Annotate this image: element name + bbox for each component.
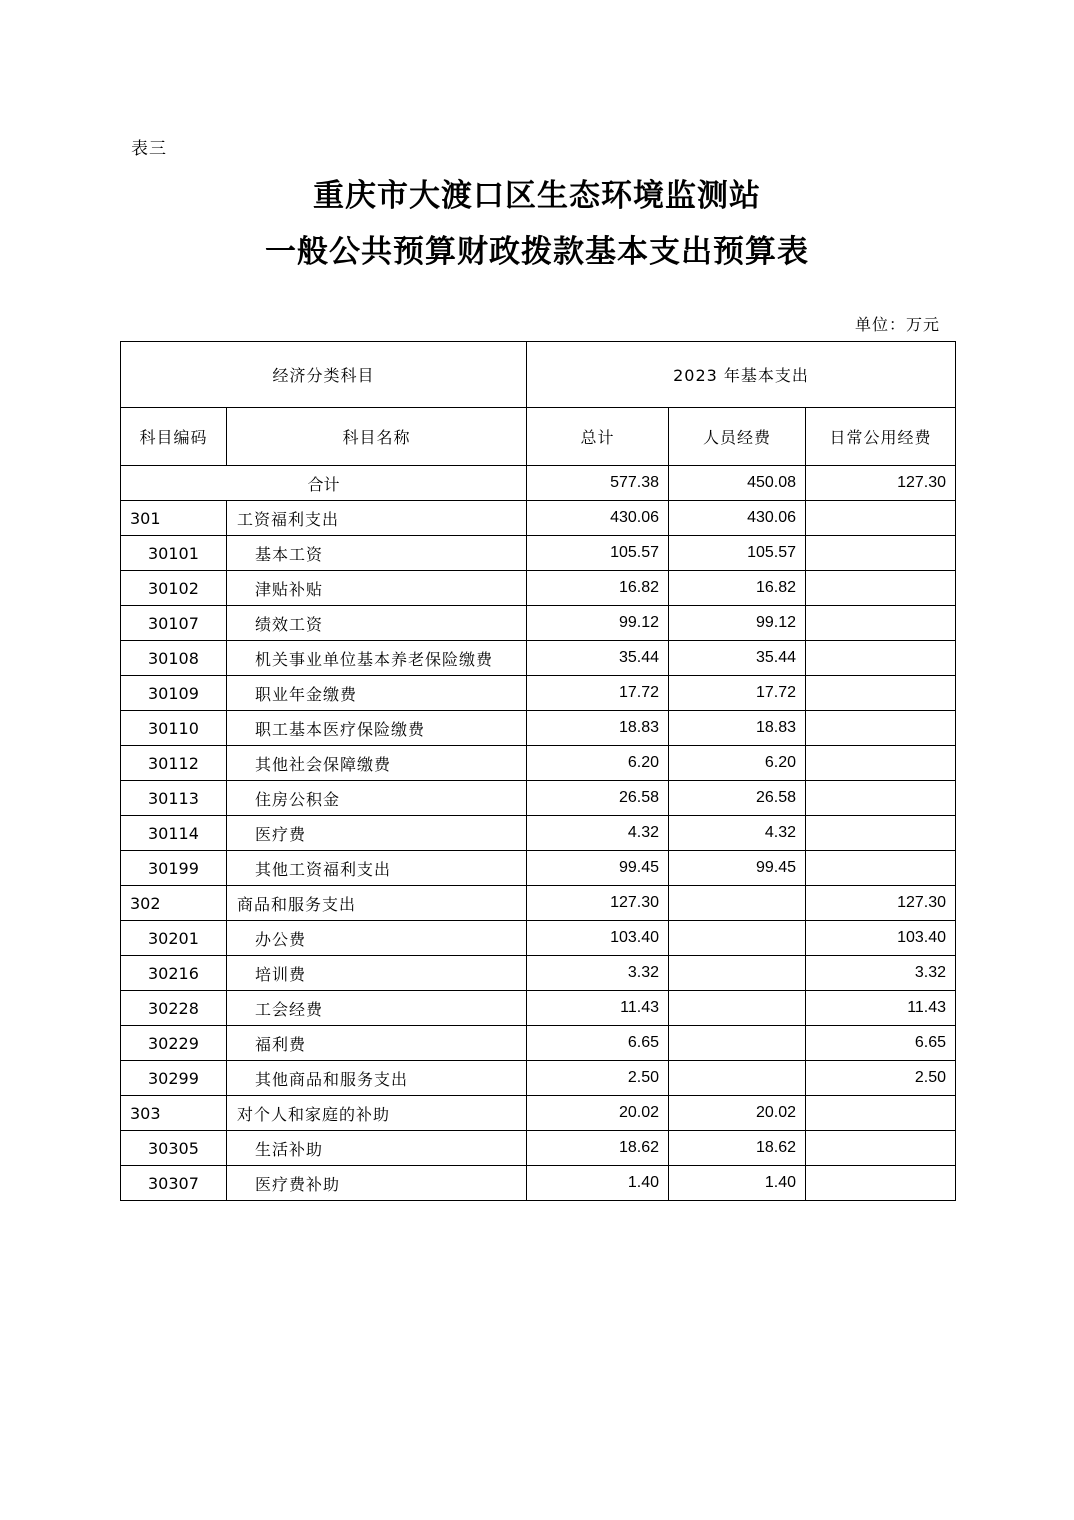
total-total: 577.38 bbox=[527, 466, 669, 501]
row-public: 2.50 bbox=[806, 1061, 956, 1096]
row-total: 18.62 bbox=[527, 1131, 669, 1166]
row-code: 30114 bbox=[121, 816, 227, 851]
header-name: 科目名称 bbox=[227, 408, 527, 466]
row-public bbox=[806, 851, 956, 886]
row-total: 99.45 bbox=[527, 851, 669, 886]
row-total: 127.30 bbox=[527, 886, 669, 921]
row-personnel: 4.32 bbox=[669, 816, 806, 851]
row-total: 11.43 bbox=[527, 991, 669, 1026]
table-row bbox=[121, 501, 956, 536]
row-name: 工资福利支出 bbox=[227, 501, 527, 536]
row-total: 3.32 bbox=[527, 956, 669, 991]
table-row bbox=[121, 536, 956, 571]
total-row bbox=[121, 466, 956, 501]
row-total: 105.57 bbox=[527, 536, 669, 571]
row-public bbox=[806, 816, 956, 851]
row-name: 对个人和家庭的补助 bbox=[227, 1096, 527, 1131]
row-code: 30305 bbox=[121, 1131, 227, 1166]
row-name: 机关事业单位基本养老保险缴费 bbox=[227, 641, 527, 676]
row-total: 20.02 bbox=[527, 1096, 669, 1131]
row-personnel: 430.06 bbox=[669, 501, 806, 536]
row-name: 医疗费 bbox=[227, 816, 527, 851]
row-name: 其他商品和服务支出 bbox=[227, 1061, 527, 1096]
header-total: 总计 bbox=[527, 408, 669, 466]
row-public: 6.65 bbox=[806, 1026, 956, 1061]
row-code: 30228 bbox=[121, 991, 227, 1026]
row-name: 基本工资 bbox=[227, 536, 527, 571]
row-code: 30109 bbox=[121, 676, 227, 711]
row-total: 6.65 bbox=[527, 1026, 669, 1061]
row-public bbox=[806, 606, 956, 641]
row-code: 303 bbox=[121, 1096, 227, 1131]
row-total: 35.44 bbox=[527, 641, 669, 676]
row-name: 商品和服务支出 bbox=[227, 886, 527, 921]
table-row bbox=[121, 1166, 956, 1201]
table-row bbox=[121, 641, 956, 676]
row-name: 职业年金缴费 bbox=[227, 676, 527, 711]
table-row bbox=[121, 991, 956, 1026]
row-name: 生活补助 bbox=[227, 1131, 527, 1166]
row-personnel: 26.58 bbox=[669, 781, 806, 816]
row-total: 4.32 bbox=[527, 816, 669, 851]
row-personnel: 18.83 bbox=[669, 711, 806, 746]
row-public bbox=[806, 746, 956, 781]
total-personnel: 450.08 bbox=[669, 466, 806, 501]
row-public bbox=[806, 641, 956, 676]
row-name: 医疗费补助 bbox=[227, 1166, 527, 1201]
row-name: 绩效工资 bbox=[227, 606, 527, 641]
row-personnel: 35.44 bbox=[669, 641, 806, 676]
row-personnel bbox=[669, 1061, 806, 1096]
table-row bbox=[121, 851, 956, 886]
row-total: 430.06 bbox=[527, 501, 669, 536]
row-code: 302 bbox=[121, 886, 227, 921]
row-personnel bbox=[669, 921, 806, 956]
budget-table bbox=[120, 341, 956, 1201]
header-row-1 bbox=[121, 342, 956, 408]
row-total: 1.40 bbox=[527, 1166, 669, 1201]
row-code: 30113 bbox=[121, 781, 227, 816]
row-code: 30101 bbox=[121, 536, 227, 571]
total-label: 合计 bbox=[121, 466, 527, 501]
row-code: 30112 bbox=[121, 746, 227, 781]
header-econ-category: 经济分类科目 bbox=[121, 342, 527, 408]
row-name: 培训费 bbox=[227, 956, 527, 991]
header-public: 日常公用经费 bbox=[806, 408, 956, 466]
row-personnel bbox=[669, 886, 806, 921]
row-name: 其他工资福利支出 bbox=[227, 851, 527, 886]
row-public bbox=[806, 536, 956, 571]
row-public: 3.32 bbox=[806, 956, 956, 991]
row-personnel: 99.12 bbox=[669, 606, 806, 641]
row-personnel: 1.40 bbox=[669, 1166, 806, 1201]
row-code: 30216 bbox=[121, 956, 227, 991]
row-public: 127.30 bbox=[806, 886, 956, 921]
table-row bbox=[121, 1026, 956, 1061]
table-row bbox=[121, 956, 956, 991]
row-code: 30108 bbox=[121, 641, 227, 676]
table-row bbox=[121, 676, 956, 711]
row-code: 301 bbox=[121, 501, 227, 536]
row-code: 30299 bbox=[121, 1061, 227, 1096]
total-public: 127.30 bbox=[806, 466, 956, 501]
row-personnel bbox=[669, 956, 806, 991]
row-personnel: 16.82 bbox=[669, 571, 806, 606]
row-public bbox=[806, 1096, 956, 1131]
row-code: 30229 bbox=[121, 1026, 227, 1061]
row-code: 30110 bbox=[121, 711, 227, 746]
row-code: 30199 bbox=[121, 851, 227, 886]
table-row bbox=[121, 571, 956, 606]
row-name: 工会经费 bbox=[227, 991, 527, 1026]
row-personnel: 6.20 bbox=[669, 746, 806, 781]
row-personnel: 99.45 bbox=[669, 851, 806, 886]
table-label: 表三 bbox=[131, 139, 167, 159]
table-row bbox=[121, 606, 956, 641]
row-name: 津贴补贴 bbox=[227, 571, 527, 606]
header-year-basic: 2023 年基本支出 bbox=[527, 342, 956, 408]
row-name: 职工基本医疗保险缴费 bbox=[227, 711, 527, 746]
unit-label: 单位：万元 bbox=[855, 315, 941, 334]
row-personnel: 18.62 bbox=[669, 1131, 806, 1166]
row-name: 住房公积金 bbox=[227, 781, 527, 816]
row-total: 103.40 bbox=[527, 921, 669, 956]
row-personnel: 105.57 bbox=[669, 536, 806, 571]
page-title-line1: 重庆市大渡口区生态环境监测站 bbox=[313, 178, 761, 214]
row-code: 30307 bbox=[121, 1166, 227, 1201]
table-row bbox=[121, 746, 956, 781]
row-total: 26.58 bbox=[527, 781, 669, 816]
table-row bbox=[121, 711, 956, 746]
row-public: 11.43 bbox=[806, 991, 956, 1026]
row-public bbox=[806, 1131, 956, 1166]
row-total: 17.72 bbox=[527, 676, 669, 711]
table-row bbox=[121, 781, 956, 816]
row-public bbox=[806, 711, 956, 746]
header-personnel: 人员经费 bbox=[669, 408, 806, 466]
table-row bbox=[121, 886, 956, 921]
row-total: 6.20 bbox=[527, 746, 669, 781]
row-personnel bbox=[669, 1026, 806, 1061]
row-public bbox=[806, 501, 956, 536]
row-code: 30201 bbox=[121, 921, 227, 956]
table-row bbox=[121, 1061, 956, 1096]
row-public bbox=[806, 781, 956, 816]
row-personnel: 17.72 bbox=[669, 676, 806, 711]
table-row bbox=[121, 816, 956, 851]
table-row bbox=[121, 1096, 956, 1131]
row-code: 30107 bbox=[121, 606, 227, 641]
header-code: 科目编码 bbox=[121, 408, 227, 466]
row-total: 2.50 bbox=[527, 1061, 669, 1096]
row-total: 99.12 bbox=[527, 606, 669, 641]
row-public bbox=[806, 571, 956, 606]
row-personnel bbox=[669, 991, 806, 1026]
page-title-line2: 一般公共预算财政拨款基本支出预算表 bbox=[265, 234, 809, 270]
table-row bbox=[121, 921, 956, 956]
row-total: 16.82 bbox=[527, 571, 669, 606]
row-personnel: 20.02 bbox=[669, 1096, 806, 1131]
table-row bbox=[121, 1131, 956, 1166]
row-total: 18.83 bbox=[527, 711, 669, 746]
row-name: 办公费 bbox=[227, 921, 527, 956]
row-name: 福利费 bbox=[227, 1026, 527, 1061]
row-public: 103.40 bbox=[806, 921, 956, 956]
row-code: 30102 bbox=[121, 571, 227, 606]
row-public bbox=[806, 1166, 956, 1201]
header-row-2 bbox=[121, 408, 956, 466]
row-public bbox=[806, 676, 956, 711]
row-name: 其他社会保障缴费 bbox=[227, 746, 527, 781]
